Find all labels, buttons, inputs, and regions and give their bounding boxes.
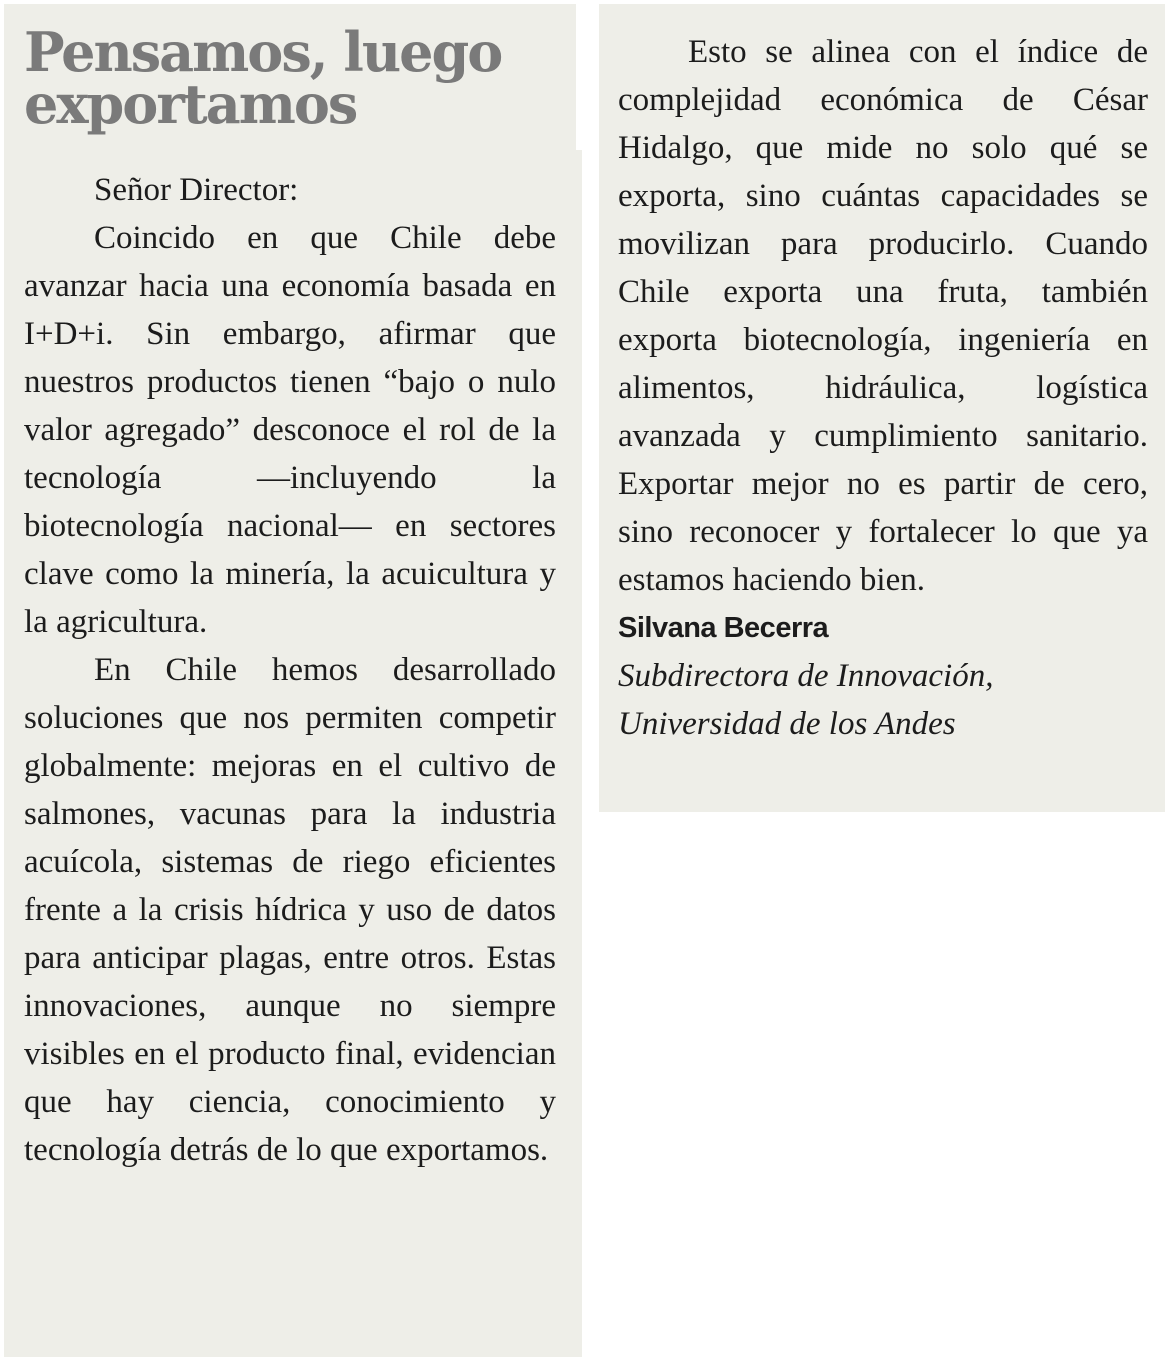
headline-line-2: exportamos — [24, 72, 357, 136]
left-column — [24, 166, 556, 1174]
signer-name: Silvana Becerra — [618, 612, 829, 644]
paragraph-1: Coincido en que Chile debe avanzar hacia una economía basada en I+D+i. Sin embargo, afirmar que nuestros productos tienen “bajo o nulo valor agregado” desconoce el rol de la tecnología —incluyendo la biotecnología nacional— en sectores clave como la minería, la acuicultura y la agricultura. — [24, 220, 556, 640]
headline-line-1: Pensamos, luego — [24, 20, 502, 84]
salutation: Señor Director: — [94, 172, 299, 208]
paragraph-2: En Chile hemos desarrollado soluciones que nos permiten competir globalmente: mejoras en el cultivo de salmones, vacunas para la industria acuícola, sistemas de riego eficientes frente a la crisis hídrica y uso de datos para anticipar plagas, entre otros. Estas innovaciones, aunque no siempre visibles en el producto final, evidencian que hay ciencia, conocimiento y tecnología detrás de lo que exportamos. — [24, 652, 556, 1168]
headline — [24, 20, 564, 136]
right-column — [618, 28, 1148, 748]
paragraph-3: Esto se alinea con el índice de complejidad económica de César Hidalgo, que mide no solo qué se exporta, sino cuántas capacidades se movilizan para producirlo. Cuando Chile exporta una fruta, también exporta biotecnología, ingeniería en alimentos, hidráulica, logística avanzada y cumplimiento sanitario. Exportar mejor no es partir de cero, sino reconocer y fortalecer lo que ya estamos haciendo bien. — [618, 34, 1148, 598]
signer-title: Subdirectora de Innovación, Universidad de los Andes — [618, 658, 994, 742]
